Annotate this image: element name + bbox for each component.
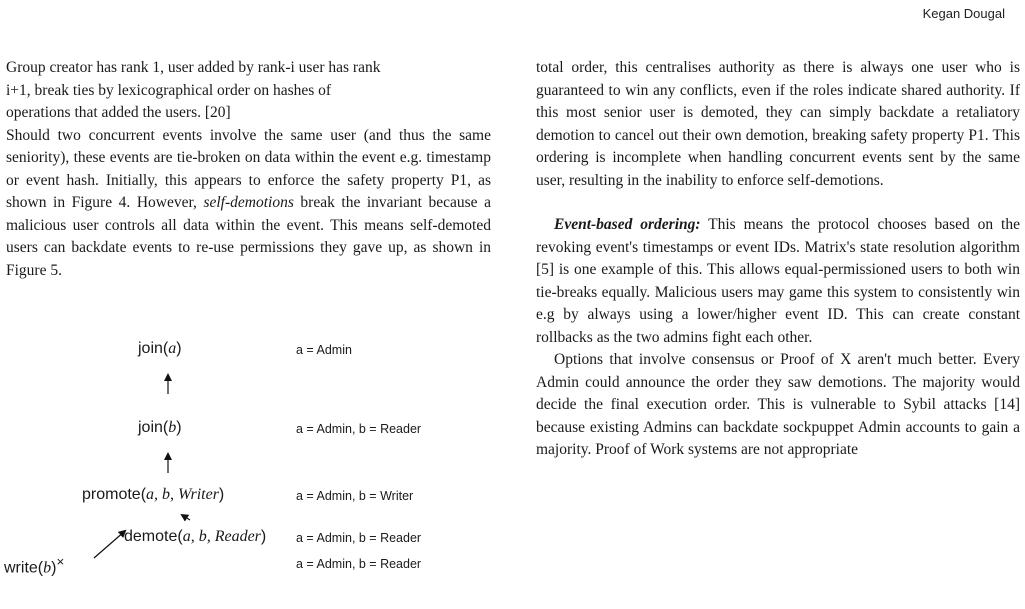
event-fn: demote xyxy=(124,528,178,545)
body-paragraph-consensus: Options that involve consensus or Proof of X aren't much better. Every Admin could announce the order they saw demotions. The majority would decide the final execution order. This is vulnerable to Sybil attacks [14] because existing Admins can backdate sockpuppet Admin accounts to gain a majority. Proof of Work systems are not appropriate xyxy=(536,351,1020,458)
event-fn: join xyxy=(138,419,163,436)
state-label: a = Admin, b = Reader xyxy=(296,422,422,436)
body-paragraph-seniority xyxy=(6,125,491,283)
state-label: a = Admin, b = Reader xyxy=(296,557,422,571)
figure-demotion-diagram xyxy=(0,338,500,608)
event-fn: promote xyxy=(82,486,141,503)
state-label: a = Admin xyxy=(296,343,352,357)
state-label: a = Admin, b = Reader xyxy=(296,531,422,545)
event-write: write(b)× xyxy=(4,554,65,577)
body-paragraph-total-order: total order, this centralises authority as there is always one user who is guaranteed to win any conflicts, even if the roles indicate shared authority. If this most senior user is demoted, they can simply backdate a retaliatory demotion to cancel out their own demotion, breaking safety property P1. This ordering is incomplete when handling concurrent events sent by the same user, resulting in the inability to enforce self-demotions. xyxy=(536,59,1020,189)
right-column xyxy=(536,57,1020,462)
edge-demote-to-promote xyxy=(182,515,190,520)
paragraph-text: Should two concurrent events involve the same user (and thus the same seniority), these events are tie-broken on data within the event e.g. timestamp or event hash. Initially, this appears to enforce the safety property P1, as shown in Figure 4. However, xyxy=(6,126,491,211)
event-args: b xyxy=(168,419,177,436)
figure-arrows xyxy=(0,338,500,608)
block-quote: Group creator has rank 1, user added by rank-i user has rank i+1, break ties by lexicographical order on hashes of operations that added the users. [20] xyxy=(6,59,381,121)
running-head-author: Kegan Dougal xyxy=(922,6,1005,21)
paragraph-text: This means the protocol chooses based on the revoking event's timestamps or event IDs. Matrix's state resolution algorithm [5] is one example of this. This allows equal-permissioned users to both win tie-breaks equally. Malicious users may game this system to consistently win e.g by always using a lower/higher event ID. This can create constant rollbacks as the two admins fight each other. xyxy=(536,216,1020,346)
rejected-mark: × xyxy=(56,554,65,569)
edge-write-to-promote xyxy=(94,531,125,558)
state-label: a = Admin, b = Writer xyxy=(296,489,414,503)
event-args: b xyxy=(43,559,52,577)
event-fn: write xyxy=(4,559,38,577)
body-paragraph-event-ordering xyxy=(536,214,1020,349)
event-join-a: join(a) xyxy=(138,340,182,357)
event-args: a, b, Reader xyxy=(182,528,261,545)
paragraph-gap xyxy=(536,192,1020,214)
emphasis-self-demotions: self-demotions xyxy=(203,194,294,211)
event-fn: join xyxy=(138,340,163,357)
event-args: a, b, Writer xyxy=(146,486,219,503)
event-demote: demote(a, b, Reader) xyxy=(124,528,267,545)
event-args: a xyxy=(168,340,177,357)
left-column xyxy=(6,57,491,282)
paragraph-text: break the invariant because a malicious user controls all data within the event. This means self-demoted users can backdate events to re-use permissions they gave up, as shown in Figure 5. xyxy=(6,194,491,279)
run-in-heading: Event-based ordering: xyxy=(554,216,701,233)
event-join-b: join(b) xyxy=(138,419,182,436)
event-promote: promote(a, b, Writer) xyxy=(82,486,225,503)
